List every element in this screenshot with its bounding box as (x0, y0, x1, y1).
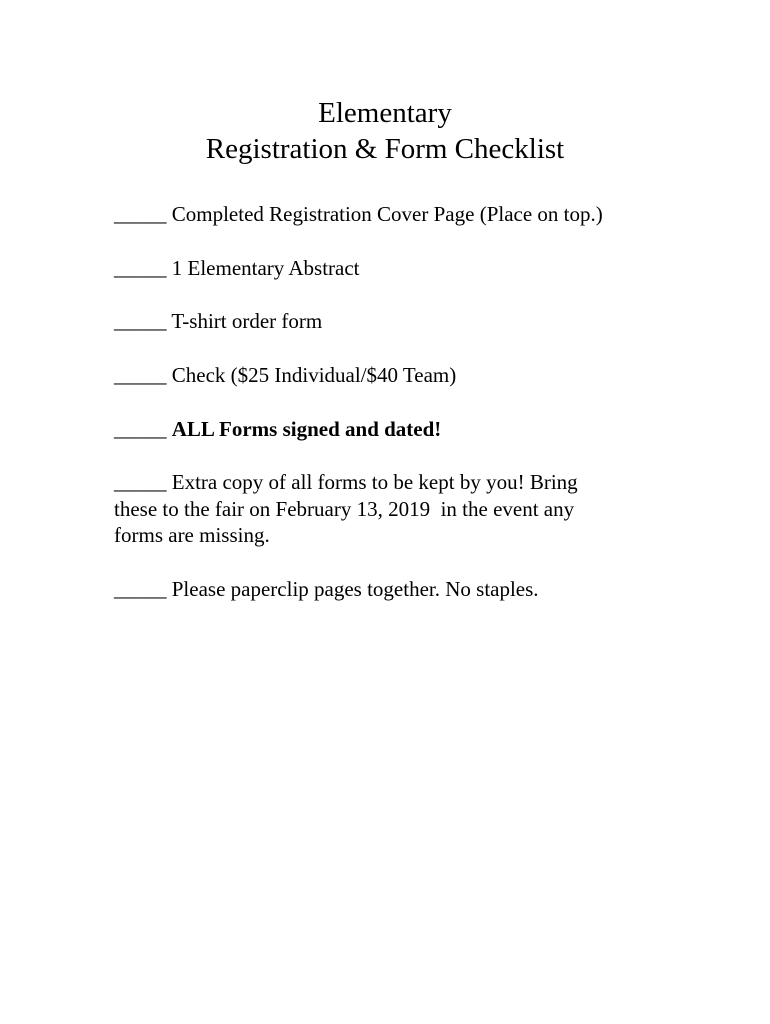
checklist-item-signed (114, 416, 654, 443)
checklist-item-line-2: these to the fair on February 13, 2019 in the event any (114, 496, 575, 521)
checklist-item-line-3: forms are missing. (114, 523, 270, 547)
checkbox-blank-line: _____ (114, 202, 167, 226)
checkbox-blank-line: _____ (114, 577, 167, 601)
checklist-item-extra-copy (114, 469, 654, 549)
checkbox-blank-line: _____ (114, 256, 167, 280)
checklist-item-text: Check ($25 Individual/$40 Team) (171, 363, 457, 387)
checklist-item-text: Completed Registration Cover Page (Place on top.) (171, 202, 603, 226)
checklist-item-cover-page (114, 201, 654, 228)
checkbox-blank-line: _____ (114, 363, 167, 387)
checklist-item-line-1 (114, 469, 654, 496)
checkbox-blank-line: _____ (114, 470, 167, 494)
checklist-item-text: ALL Forms signed and dated! (171, 417, 442, 441)
title-line-1: Elementary (318, 97, 452, 129)
checklist-item-text: Extra copy of all forms to be kept by you! Bring (171, 470, 578, 494)
checklist-item-check (114, 362, 654, 389)
checklist-item-text: T-shirt order form (171, 309, 323, 333)
checklist-item-paperclip (114, 576, 654, 603)
checklist-item-tshirt (114, 308, 654, 335)
checkbox-blank-line: _____ (114, 417, 167, 441)
checklist-item-text: 1 Elementary Abstract (171, 256, 360, 280)
checklist-item-abstract (114, 255, 654, 282)
title-line-2: Registration & Form Checklist (205, 133, 565, 165)
checklist-item-text: Please paperclip pages together. No staples. (171, 577, 539, 601)
checkbox-blank-line: _____ (114, 309, 167, 333)
